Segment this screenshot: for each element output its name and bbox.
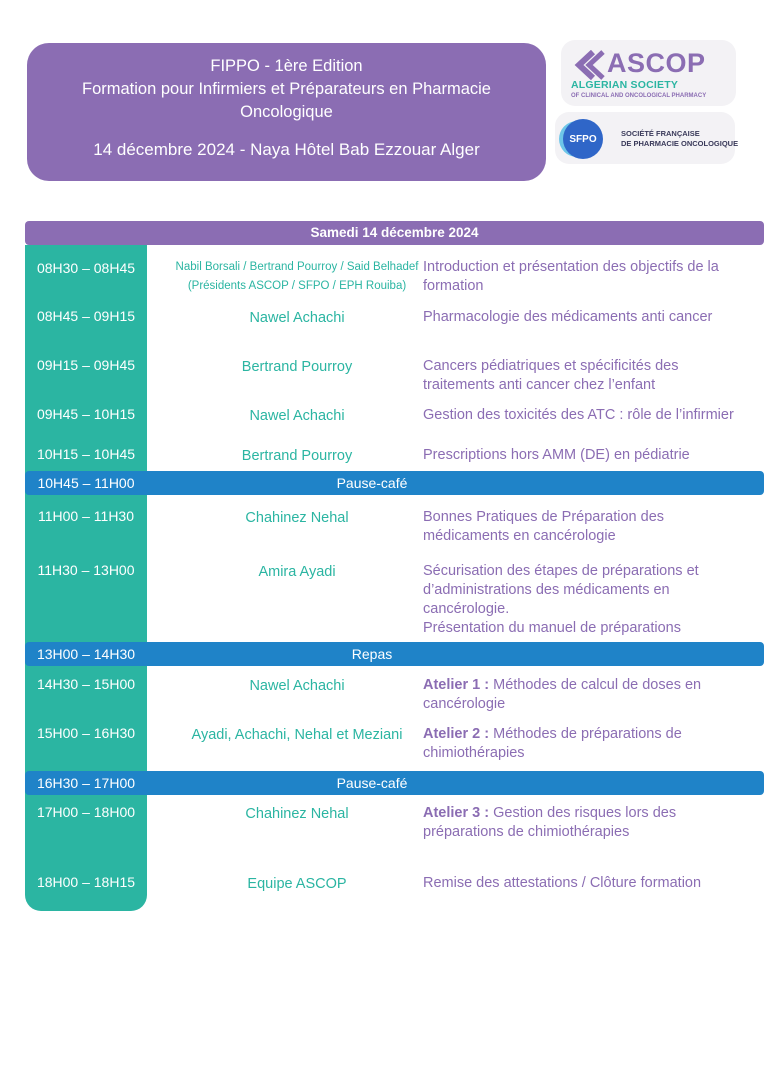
session-time: 14H30 – 15H00 — [36, 676, 136, 692]
session-time: 11H00 – 11H30 — [38, 508, 134, 524]
sfpo-name-line2: DE PHARMACIE ONCOLOGIQUE — [621, 139, 739, 148]
break-time: 13H00 – 14H30 — [36, 646, 136, 662]
session-speaker: Nawel Achachi — [249, 678, 345, 694]
session-topic: Gestion des toxicités des ATC : rôle de l’infirmier — [423, 407, 734, 423]
sfpo-name-line1: SOCIÉTÉ FRANÇAISE — [621, 129, 700, 138]
session-speaker: Ayadi, Achachi, Nehal et Meziani — [191, 727, 403, 743]
session-time: 08H45 – 09H15 — [36, 308, 136, 324]
sfpo-badge: SFPO — [563, 119, 603, 159]
event-title-cont: Oncologique — [240, 103, 333, 121]
session-topic — [423, 725, 733, 763]
atelier-label: Atelier 3 : — [423, 805, 490, 821]
session-topic: Cancers pédiatriques et spécificités des traitements anti cancer chez l’enfant — [423, 358, 679, 393]
break-bar — [25, 471, 764, 495]
break-label: Pause-café — [336, 775, 408, 791]
session-speaker: Nawel Achachi — [249, 310, 345, 326]
day-header: Samedi 14 décembre 2024 — [25, 221, 764, 245]
session-speaker — [172, 258, 422, 296]
break-bar — [25, 771, 764, 795]
session-time: 10H15 – 10H45 — [36, 446, 136, 462]
atelier-label: Atelier 1 : — [423, 677, 490, 693]
break-time: 10H45 – 11H00 — [37, 475, 135, 491]
session-topic: Remise des attestations / Clôture formation — [423, 875, 702, 891]
sfpo-logo — [555, 112, 739, 164]
atelier-topic: Méthodes de calcul de doses en cancérologie — [423, 677, 702, 712]
session-time: 11H30 – 13H00 — [37, 562, 135, 578]
ascop-subtitle: ALGERIAN SOCIETY — [571, 79, 679, 91]
break-label: Repas — [351, 646, 393, 662]
session-time: 18H00 – 18H15 — [36, 874, 136, 890]
atelier-topic: Méthodes de préparations de chimiothérapies — [423, 726, 682, 761]
session-topic — [423, 804, 723, 842]
session-time: 09H45 – 10H15 — [36, 406, 136, 422]
session-topic: Bonnes Pratiques de Préparation des médicaments en cancérologie — [423, 509, 665, 544]
ascop-mark-icon — [571, 50, 605, 80]
event-edition: FIPPO - 1ère Edition — [210, 57, 363, 75]
session-speaker: Equipe ASCOP — [247, 876, 347, 892]
break-time: 16H30 – 17H00 — [36, 775, 136, 791]
sfpo-name — [621, 129, 738, 149]
atelier-topic: Gestion des risques lors des préparations de chimiothérapies — [423, 805, 677, 840]
session-topic: Prescriptions hors AMM (DE) en pédiatrie — [423, 447, 690, 463]
session-time: 15H00 – 16H30 — [36, 725, 136, 741]
atelier-label: Atelier 2 : — [423, 726, 490, 742]
session-time: 08H30 – 08H45 — [36, 260, 136, 276]
session-topic — [423, 676, 733, 714]
session-topic: Introduction et présentation des objectifs de la formation — [423, 259, 719, 294]
session-topic — [423, 562, 743, 638]
ascop-wordmark: ASCOP — [607, 48, 706, 78]
session-topic-line2: Présentation du manuel de préparations — [423, 620, 681, 636]
session-time: 09H15 – 09H45 — [36, 357, 136, 373]
event-date-place: 14 décembre 2024 - Naya Hôtel Bab Ezzouar Alger — [93, 140, 480, 159]
session-speaker: Amira Ayadi — [258, 564, 336, 580]
session-speaker: Chahinez Nehal — [245, 806, 349, 822]
session-speaker: Bertrand Pourroy — [241, 359, 353, 375]
session-topic: Pharmacologie des médicaments anti cancer — [423, 309, 713, 325]
ascop-subtitle-2: OF CLINICAL AND ONCOLOGICAL PHARMACY — [571, 93, 707, 99]
break-label: Pause-café — [336, 475, 408, 491]
session-speaker-line2: (Présidents ASCOP / SFPO / EPH Rouiba) — [187, 280, 407, 292]
session-topic-line1: Sécurisation des étapes de préparations et d’administrations des médicaments en cancérologie. — [423, 563, 699, 617]
event-title: Formation pour Infirmiers et Préparateurs en Pharmacie — [81, 80, 491, 98]
session-speaker: Chahinez Nehal — [245, 510, 349, 526]
session-speaker: Bertrand Pourroy — [241, 448, 353, 464]
break-bar — [25, 642, 764, 666]
event-banner — [27, 43, 546, 181]
session-time: 17H00 – 18H00 — [36, 804, 136, 820]
ascop-logo — [561, 40, 736, 106]
session-speaker-line1: Nabil Borsali / Bertrand Pourroy / Said Belhadef — [175, 261, 419, 273]
session-speaker: Nawel Achachi — [249, 408, 345, 424]
